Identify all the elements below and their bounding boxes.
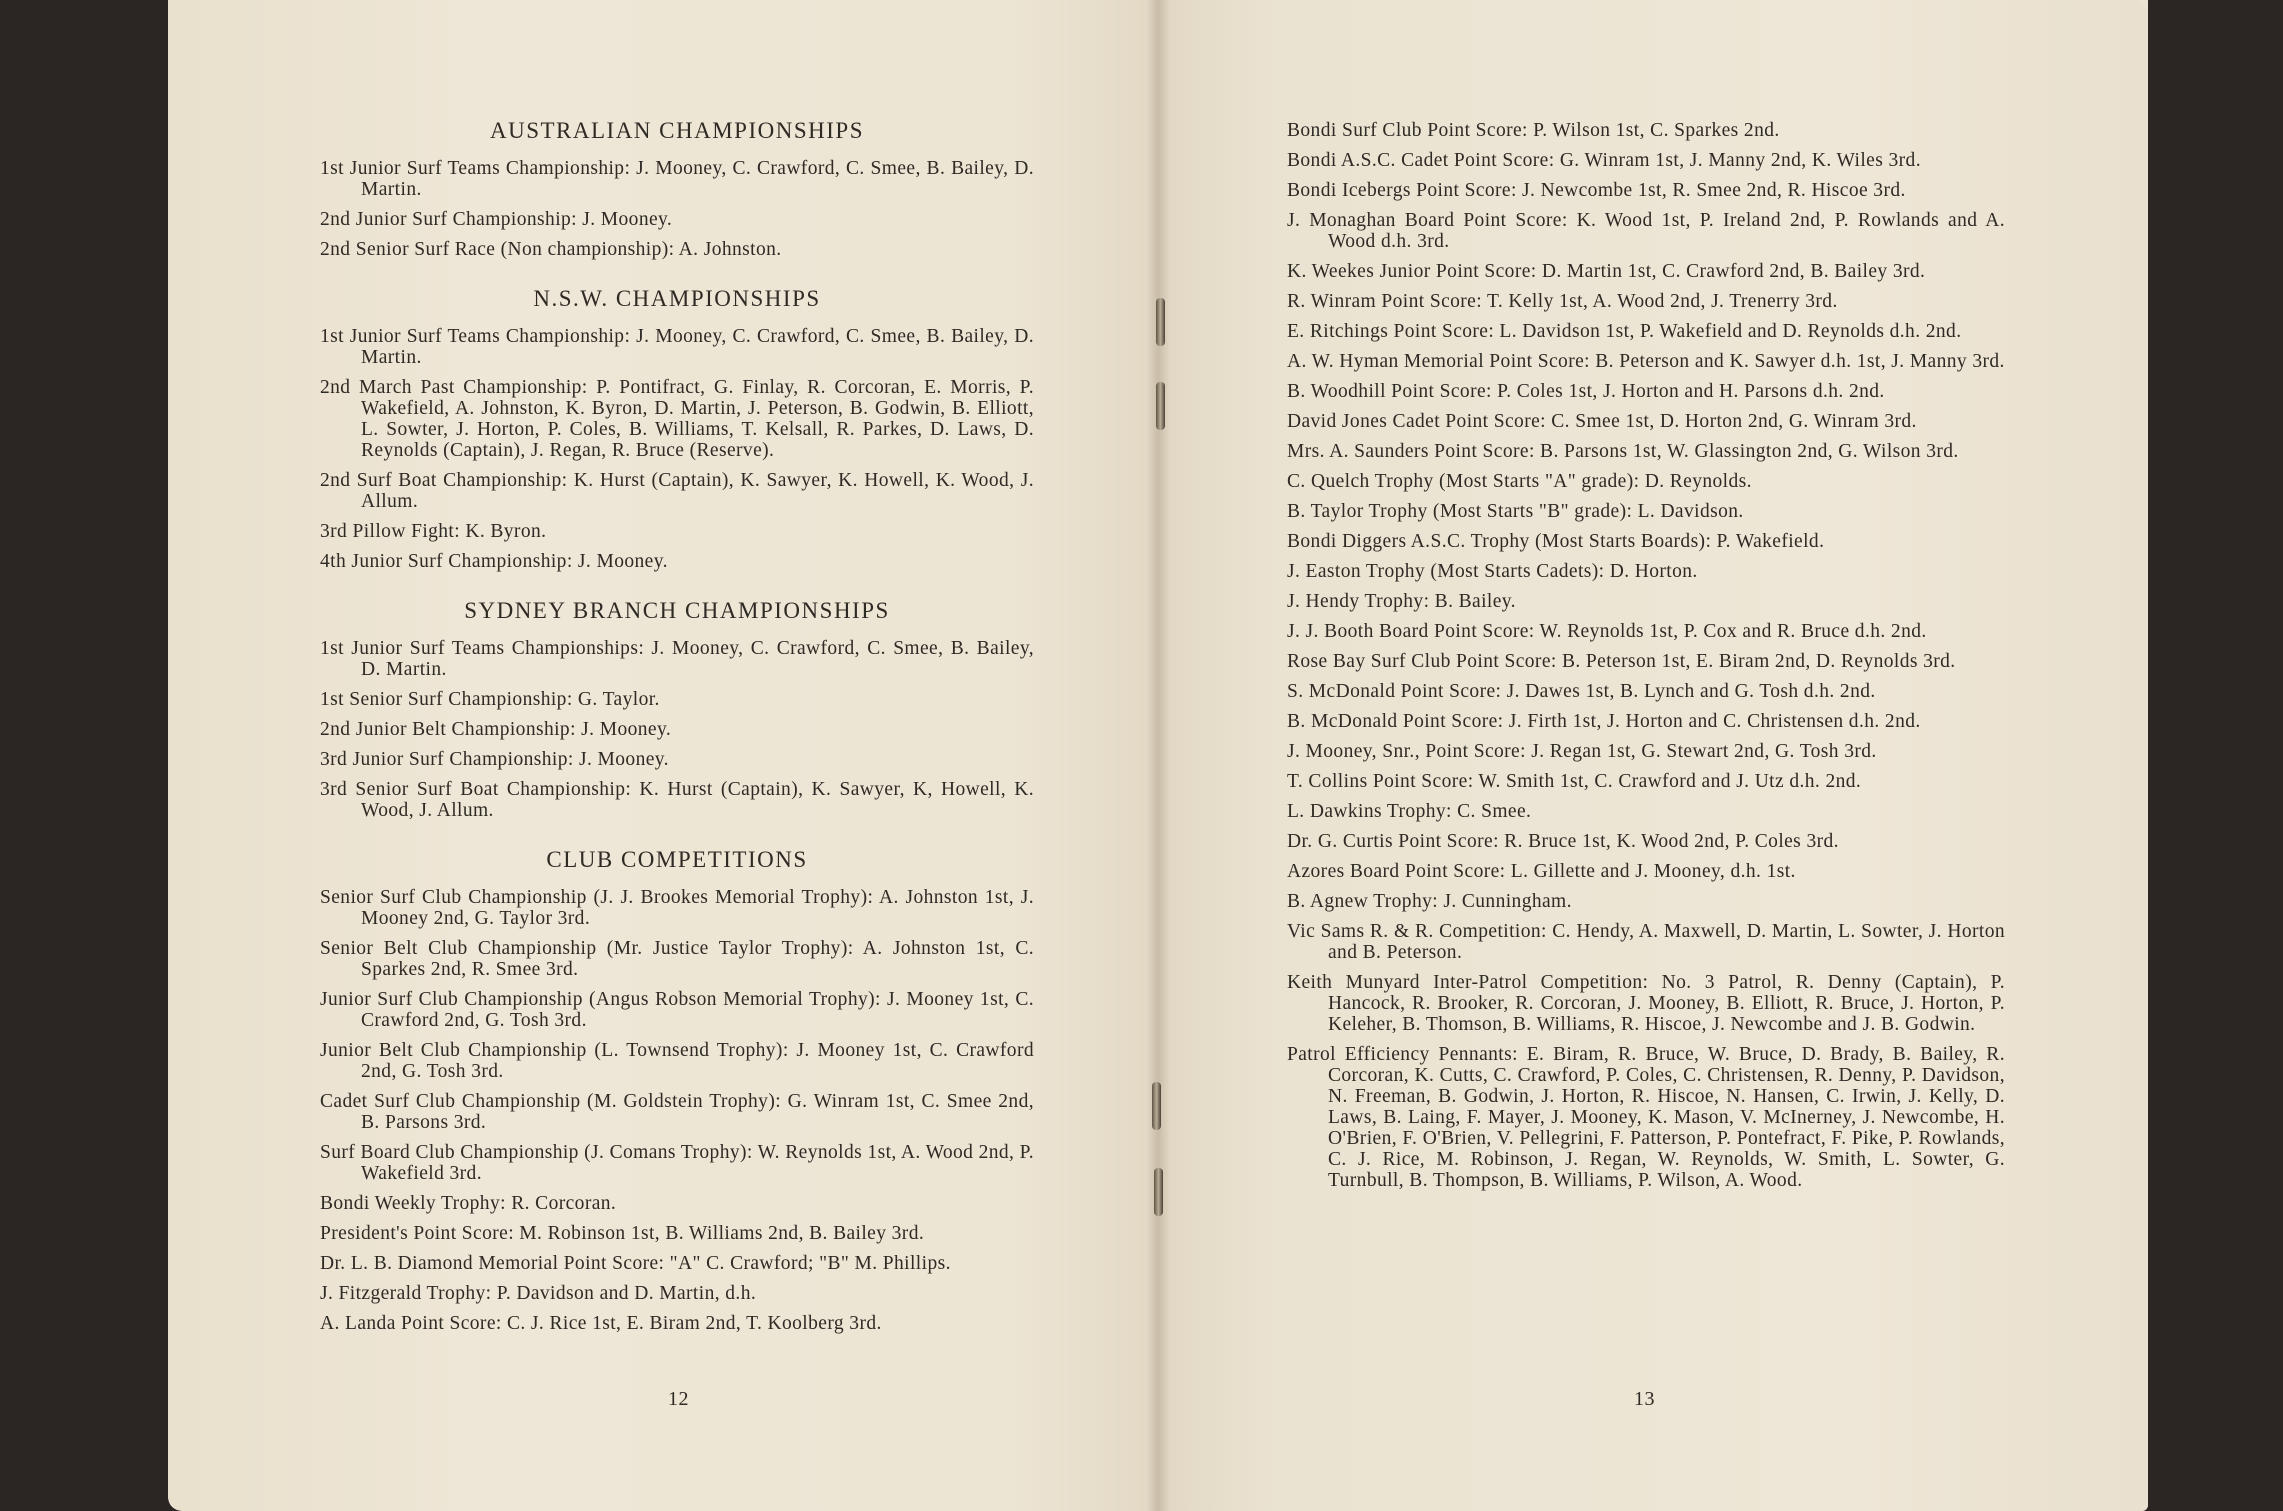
result-entry: President's Point Score: M. Robinson 1st, B. Williams 2nd, B. Bailey 3rd. — [320, 1223, 925, 1244]
result-entry: 1st Junior Surf Teams Championship: J. Mooney, C. Crawford, C. Smee, B. Bailey, D. Martin. — [320, 158, 1034, 200]
result-entry: Bondi Surf Club Point Score: P. Wilson 1st, C. Sparkes 2nd. — [1287, 120, 1780, 141]
result-entry: 4th Junior Surf Championship: J. Mooney. — [320, 551, 668, 572]
staple-bottom-1 — [1152, 1082, 1161, 1130]
result-entry: J. Monaghan Board Point Score: K. Wood 1st, P. Ireland 2nd, P. Rowlands and A. Wood d.h. 3rd. — [1287, 210, 2005, 252]
result-entry: 2nd Senior Surf Race (Non championship): A. Johnston. — [320, 239, 782, 260]
result-entry: Mrs. A. Saunders Point Score: B. Parsons 1st, W. Glassington 2nd, G. Wilson 3rd. — [1287, 441, 1959, 462]
result-entry: J. Mooney, Snr., Point Score: J. Regan 1st, G. Stewart 2nd, G. Tosh 3rd. — [1287, 741, 1877, 762]
result-entry: 2nd March Past Championship: P. Pontifract, G. Finlay, R. Corcoran, E. Morris, P. Wakefield, A. Johnston, K. Byron, D. Martin, J. Peterson, B. Godwin, B. Elliott, L. Sowter, J. Horton, P. Coles, B. Williams, T. Kelsall, R. Parkes, D. Laws, D. Reynolds (Captain), J. Regan, R. Bruce (Reserve). — [320, 377, 1034, 461]
result-entry: E. Ritchings Point Score: L. Davidson 1st, P. Wakefield and D. Reynolds d.h. 2nd. — [1287, 321, 1962, 342]
result-entry: Cadet Surf Club Championship (M. Goldstein Trophy): G. Winram 1st, C. Smee 2nd, B. Parsons 3rd. — [320, 1091, 1034, 1133]
result-entry: Patrol Efficiency Pennants: E. Biram, R. Bruce, W. Bruce, D. Brady, B. Bailey, R. Corcoran, K. Cutts, C. Crawford, P. Coles, C. Christensen, R. Denny, P. Davidson, N. Freeman, B. Godwin, J. Horton, R. Hiscoe, N. Hansen, C. Irwin, J. Kelly, D. Laws, B. Laing, F. Mayer, J. Mooney, K. Mason, V. McInerney, J. Newcombe, H. O'Brien, F. O'Brien, V. Pellegrini, F. Patterson, P. Pontefract, F. Pike, P. Rowlands, C. J. Rice, M. Robinson, J. Regan, W. Reynolds, W. Smith, L. Sowter, G. Turnbull, B. Thompson, B. Williams, P. Wilson, A. Wood. — [1287, 1044, 2005, 1191]
result-entry: A. W. Hyman Memorial Point Score: B. Peterson and K. Sawyer d.h. 1st, J. Manny 3rd. — [1287, 351, 2005, 372]
result-entry: Senior Surf Club Championship (J. J. Brookes Memorial Trophy): A. Johnston 1st, J. Mooney 2nd, G. Taylor 3rd. — [320, 887, 1034, 929]
left-page-content — [320, 118, 1034, 1343]
result-entry: Senior Belt Club Championship (Mr. Justice Taylor Trophy): A. Johnston 1st, C. Sparkes 2nd, R. Smee 3rd. — [320, 938, 1034, 980]
staple-bottom-2 — [1154, 1168, 1163, 1216]
result-entry: T. Collins Point Score: W. Smith 1st, C. Crawford and J. Utz d.h. 2nd. — [1287, 771, 1862, 792]
result-entry: B. Taylor Trophy (Most Starts "B" grade): L. Davidson. — [1287, 501, 1744, 522]
section-australian-championships — [320, 118, 1034, 260]
section-club-competitions — [320, 847, 1034, 1334]
result-entry: Bondi Icebergs Point Score: J. Newcombe 1st, R. Smee 2nd, R. Hiscoe 3rd. — [1287, 180, 1906, 201]
result-entry: Dr. L. B. Diamond Memorial Point Score: "A" C. Crawford; "B" M. Phillips. — [320, 1253, 951, 1274]
result-entry: B. Woodhill Point Score: P. Coles 1st, J. Horton and H. Parsons d.h. 2nd. — [1287, 381, 1885, 402]
right-page-content — [1287, 120, 2005, 1200]
section-sydney-branch-championships — [320, 598, 1034, 821]
section-heading: AUSTRALIAN CHAMPIONSHIPS — [489, 118, 864, 143]
section-heading: SYDNEY BRANCH CHAMPIONSHIPS — [464, 598, 890, 623]
result-entry: B. Agnew Trophy: J. Cunningham. — [1287, 891, 1572, 912]
result-entry: 2nd Junior Surf Championship: J. Mooney. — [320, 209, 673, 230]
result-entry: 1st Senior Surf Championship: G. Taylor. — [320, 689, 660, 710]
result-entry: 2nd Surf Boat Championship: K. Hurst (Captain), K. Sawyer, K. Howell, K. Wood, J. Allum. — [320, 470, 1034, 512]
result-entry: J. Fitzgerald Trophy: P. Davidson and D. Martin, d.h. — [320, 1283, 757, 1304]
section-heading: CLUB COMPETITIONS — [546, 847, 808, 872]
page-number-right: 13 — [1634, 1388, 1655, 1410]
result-entry: J. Easton Trophy (Most Starts Cadets): D. Horton. — [1287, 561, 1698, 582]
result-entry: 3rd Junior Surf Championship: J. Mooney. — [320, 749, 669, 770]
staple-top-2 — [1156, 382, 1165, 430]
book-gutter — [1146, 0, 1170, 1511]
section-heading: N.S.W. CHAMPIONSHIPS — [533, 286, 821, 311]
result-entry: 1st Junior Surf Teams Championship: J. Mooney, C. Crawford, C. Smee, B. Bailey, D. Martin. — [320, 326, 1034, 368]
result-entry: Bondi Diggers A.S.C. Trophy (Most Starts Boards): P. Wakefield. — [1287, 531, 1825, 552]
result-entry: Rose Bay Surf Club Point Score: B. Peterson 1st, E. Biram 2nd, D. Reynolds 3rd. — [1287, 651, 1956, 672]
result-entry: 3rd Pillow Fight: K. Byron. — [320, 521, 547, 542]
section-nsw-championships — [320, 286, 1034, 572]
result-entry: Azores Board Point Score: L. Gillette and J. Mooney, d.h. 1st. — [1287, 861, 1796, 882]
result-entry: Junior Surf Club Championship (Angus Robson Memorial Trophy): J. Mooney 1st, C. Crawford 2nd, G. Tosh 3rd. — [320, 989, 1034, 1031]
result-entry: J. J. Booth Board Point Score: W. Reynolds 1st, P. Cox and R. Bruce d.h. 2nd. — [1287, 621, 1927, 642]
result-entry: 3rd Senior Surf Boat Championship: K. Hurst (Captain), K. Sawyer, K, Howell, K. Wood, J. Allum. — [320, 779, 1034, 821]
result-entry: Keith Munyard Inter-Patrol Competition: No. 3 Patrol, R. Denny (Captain), P. Hancock, R. Brooker, R. Corcoran, J. Mooney, B. Elliott, R. Bruce, J. Horton, P. Keleher, B. Thomson, B. Williams, R. Hiscoe, J. Newcombe and J. B. Godwin. — [1287, 972, 2005, 1035]
page-number-left: 12 — [668, 1388, 689, 1410]
result-entry: C. Quelch Trophy (Most Starts "A" grade): D. Reynolds. — [1287, 471, 1752, 492]
result-entry: A. Landa Point Score: C. J. Rice 1st, E. Biram 2nd, T. Koolberg 3rd. — [320, 1313, 882, 1334]
result-entry: Junior Belt Club Championship (L. Townsend Trophy): J. Mooney 1st, C. Crawford 2nd, G. Tosh 3rd. — [320, 1040, 1034, 1082]
result-entry: L. Dawkins Trophy: C. Smee. — [1287, 801, 1532, 822]
staple-top-1 — [1156, 298, 1165, 346]
result-entry: J. Hendy Trophy: B. Bailey. — [1287, 591, 1516, 612]
result-entry: B. McDonald Point Score: J. Firth 1st, J. Horton and C. Christensen d.h. 2nd. — [1287, 711, 1921, 732]
result-entry: R. Winram Point Score: T. Kelly 1st, A. Wood 2nd, J. Trenerry 3rd. — [1287, 291, 1838, 312]
result-entry: 1st Junior Surf Teams Championships: J. Mooney, C. Crawford, C. Smee, B. Bailey, D. Martin. — [320, 638, 1034, 680]
result-entry: David Jones Cadet Point Score: C. Smee 1st, D. Horton 2nd, G. Winram 3rd. — [1287, 411, 1917, 432]
result-entry: Surf Board Club Championship (J. Comans Trophy): W. Reynolds 1st, A. Wood 2nd, P. Wakefield 3rd. — [320, 1142, 1034, 1184]
result-entry: Vic Sams R. & R. Competition: C. Hendy, A. Maxwell, D. Martin, L. Sowter, J. Horton and B. Peterson. — [1287, 921, 2005, 963]
result-entry: Bondi A.S.C. Cadet Point Score: G. Winram 1st, J. Manny 2nd, K. Wiles 3rd. — [1287, 150, 1921, 171]
result-entry: K. Weekes Junior Point Score: D. Martin 1st, C. Crawford 2nd, B. Bailey 3rd. — [1287, 261, 1926, 282]
result-entry: 2nd Junior Belt Championship: J. Mooney. — [320, 719, 672, 740]
result-entry: Dr. G. Curtis Point Score: R. Bruce 1st, K. Wood 2nd, P. Coles 3rd. — [1287, 831, 1839, 852]
result-entry: S. McDonald Point Score: J. Dawes 1st, B. Lynch and G. Tosh d.h. 2nd. — [1287, 681, 1876, 702]
result-entry: Bondi Weekly Trophy: R. Corcoran. — [320, 1193, 617, 1214]
